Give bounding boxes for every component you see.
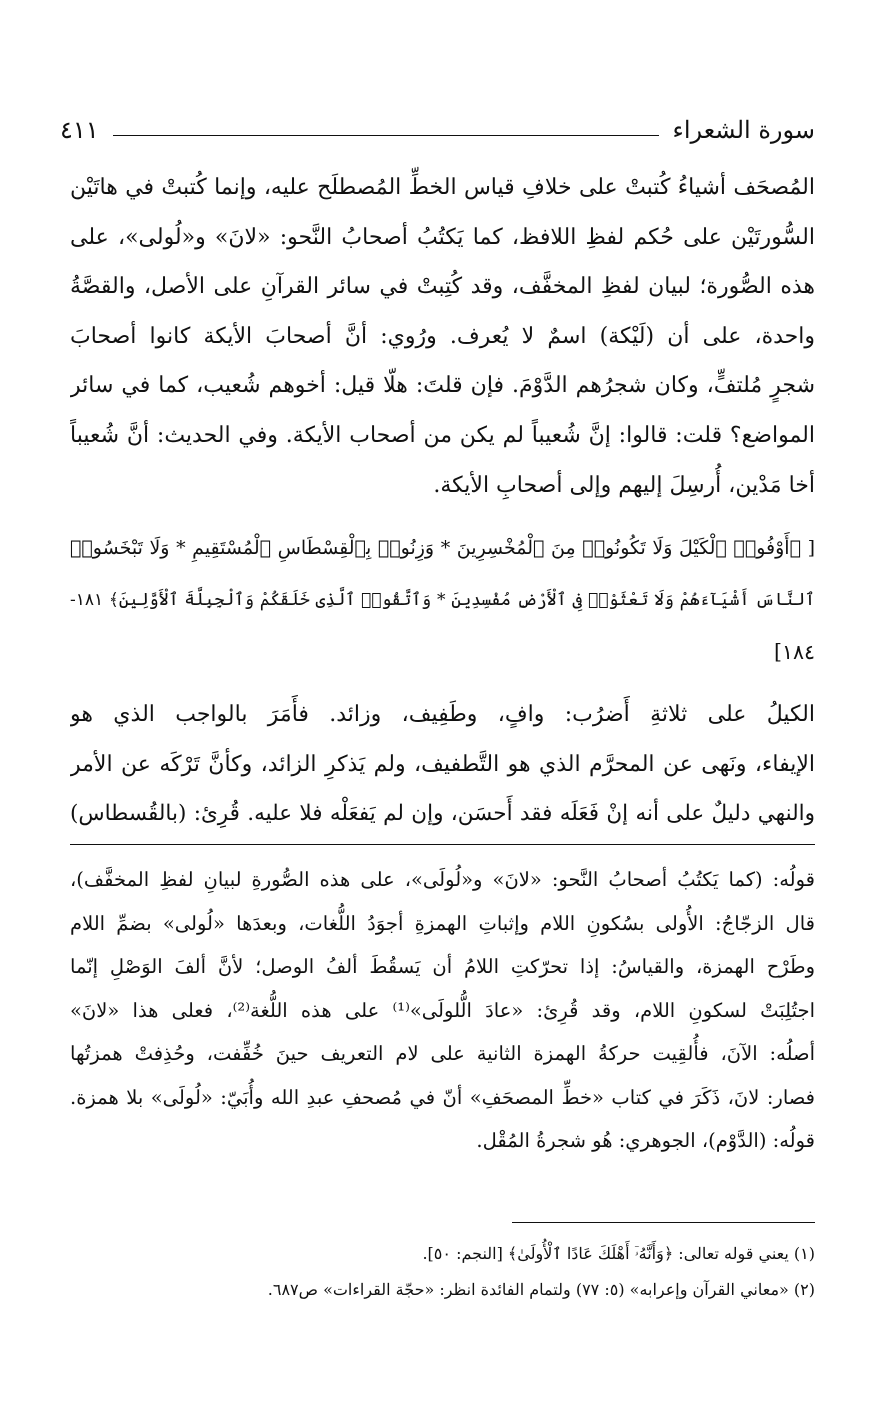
- commentary-divider: [70, 844, 815, 845]
- text-line: واحدة، على أن (لَيْكة) اسمٌ لا يُعرف. ورُوي: أنَّ أصحابَ الأيكة كانوا أصحابَ: [70, 323, 815, 349]
- main-text: [70, 163, 815, 510]
- footnote: (١) يعني قوله تعالى: ﴿وَأَنَّهُۥٓ أَهْلَكَ عَادًا ٱلْأُولَىٰ﴾ [النجم: ٥٠].: [422, 1244, 815, 1263]
- commentary-line: قولُه: (الدَّوْم)، الجوهري: هُو شجرةُ المُقْل.: [476, 1129, 815, 1152]
- text-line: هذه الصُّورة؛ لبيان لفظِ المخفَّف، وقد كُتِبتْ في سائر القرآنِ على الأصل، والقصَّةُ: [70, 274, 815, 300]
- verse-line: ١٨٤]: [773, 640, 815, 664]
- commentary-line: قولُه: (كما يَكتُبُ أصحابُ النَّحو: «لانَ» و«لُولَى»، على هذه الصُّورةِ لبيانِ لفظِ المخفَّف)،: [70, 868, 815, 891]
- header-rule: [113, 135, 659, 136]
- text-line: المواضع؟ قلت: قالوا: إنَّ شُعيباً لم يكن من أصحاب الأيكة. وفي الحديث: أنَّ شُعيباً: [70, 422, 815, 448]
- page-number: ٤١١: [60, 116, 99, 144]
- running-header: [60, 110, 815, 150]
- text-line: الإيفاء، ونَهى عن المحرَّم الذي هو التَّطفيف، ولم يَذكرِ الزائد، وكأنَّ تَرْكَه عن الأمر: [70, 751, 815, 777]
- surah-title: سورة الشعراء: [672, 116, 815, 144]
- text-line: الكيلُ على ثلاثةِ أَضرُب: وافٍ، وطَفِيف، وزائد. فأَمَرَ بالواجب الذي هو: [70, 702, 815, 727]
- exegesis-text: [70, 690, 815, 839]
- commentary-section: [70, 858, 815, 1163]
- footnote-divider: [512, 1222, 815, 1223]
- text-line: والنهي دليلٌ على أنه إنْ فَعَلَه فقد أَحسَن، وإن لم يَفعَلْه فلا عليه. قُرِئ: (بالقُسطاس): [70, 801, 815, 827]
- verse-line: ٱلنَّاسَ أَشْيَآءَهُمْ وَلَا تَعْثَوْا۟ فِى ٱلْأَرْضِ مُفْسِدِينَ * وَٱتَّقُوا۟ ٱلَّذِى خَلَقَكُمْ وَٱلْجِبِلَّةَ ٱلْأَوَّلِينَ﴾ ١٨١-: [70, 590, 815, 610]
- commentary-line: أصلُه: الآنَ، فأُلقِيت حركةُ الهمزة الثانية على لام التعريف حينَ خُفِّفت، وحُذِفتْ همزتُها: [70, 1042, 815, 1065]
- footnotes: [70, 1236, 815, 1308]
- text-line: السُّورتَيْن على حُكم لفظِ اللافظ، كما يَكتُبُ أصحابُ النَّحو: «لانَ» و«لُولى»، على: [70, 224, 815, 250]
- verse-line: [ ﴿أَوْفُوا۟ ٱلْكَيْلَ وَلَا تَكُونُوا۟ مِنَ ٱلْمُخْسِرِينَ * وَزِنُوا۟ بِٱلْقِسْطَاسِ ٱلْمُسْتَقِيمِ * وَلَا تَبْخَسُوا۟: [70, 537, 815, 559]
- commentary-line: اجتُلِبَتْ لسكونِ اللام، وقد قُرِئ: «عادَ الُّلولَى»⁽¹⁾ على هذه اللُّغة⁽²⁾، فعلى هذا «لانَ»: [70, 998, 815, 1022]
- quran-verse-block: [70, 522, 815, 678]
- text-line: أخا مَدْين، أُرسِلَ إليهم وإلى أصحابِ الأيكة.: [433, 472, 815, 498]
- text-line: المُصحَف أشياءُ كُتبتْ على خلافِ قياس الخطِّ المُصطلَح عليه، وإنما كُتبتْ في هاتَيْن: [70, 175, 815, 200]
- commentary-line: فصار: لانَ، ذَكَرَ في كتاب «خطِّ المصحَفِ» أنّ في مُصحفِ عبدِ الله وأُبَيّ: «لُولَى» بلا همزة.: [70, 1085, 815, 1109]
- commentary-line: وطَرْح الهمزة، والقياسُ: إذا تحرّكتِ اللامُ أن يَسقُطَ ألفُ الوصل؛ لأنَّ ألفَ الوَصْلِ إنّما: [70, 955, 815, 978]
- text-line: شجرٍ مُلتفٍّ، وكان شجرُهم الدَّوْمَ. فإن قلتَ: هلّا قيل: أخوهم شُعيب، كما في سائر: [70, 373, 815, 399]
- commentary-line: قال الزجّاجُ: الأُولى بسُكونِ اللام وإثباتِ الهمزةِ أجوَدُ اللُّغات، وبعدَها «لُولى» بضمِّ اللام: [70, 911, 815, 935]
- footnote: (٢) «معاني القرآن وإعرابه» (٥: ٧٧) ولتمام الفائدة انظر: «حجّة القراءات» ص٦٨٧.: [267, 1280, 815, 1299]
